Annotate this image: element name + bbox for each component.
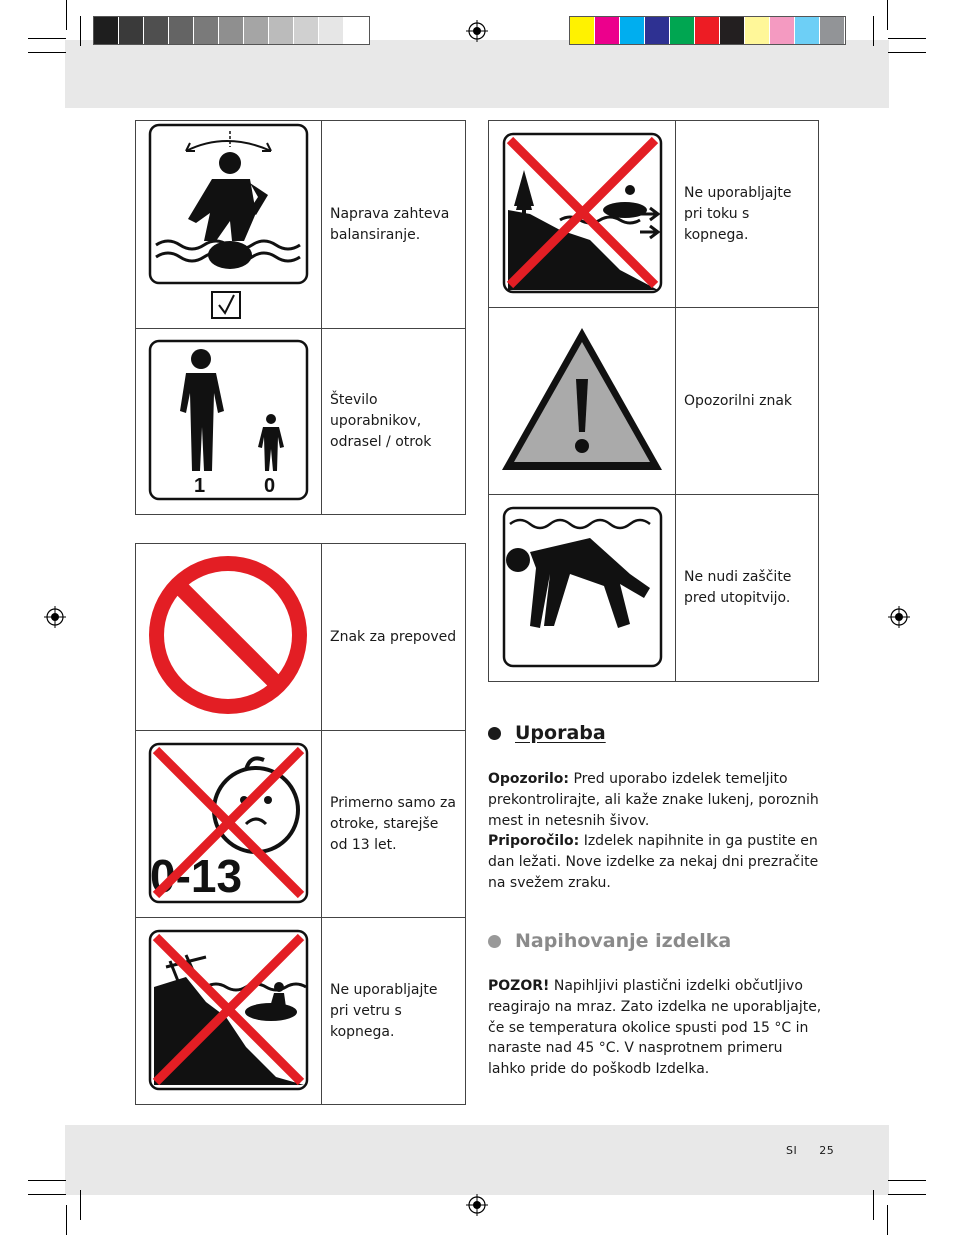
color-swatch: [720, 17, 745, 44]
symbol-description: Ne uporabljajte pri vetru s kopnega.: [322, 918, 466, 1105]
color-swatch: [570, 17, 595, 44]
bullet-dot-icon: [488, 727, 501, 740]
age-label: 0-13: [150, 849, 243, 902]
symbol-cell: [489, 308, 676, 495]
gray-swatch: [144, 17, 169, 44]
gray-swatch: [269, 17, 294, 44]
table-row: [136, 731, 466, 918]
symbol-cell: [489, 121, 676, 308]
symbol-description: Ne nudi zaščite pred utopitvijo.: [676, 495, 819, 682]
gray-swatch: [194, 17, 219, 44]
symbol-cell: [136, 329, 322, 515]
symbol-table-left-bottom: [135, 543, 466, 1105]
table-row: [489, 495, 819, 682]
registration-mark-icon: [466, 1194, 488, 1216]
gray-swatch: [169, 17, 194, 44]
warning-text: Pred uporabo izdelek temeljito prekontrolirajte, ali kaže znake lukenj, poroznih mest in netesnih šivov.: [488, 771, 819, 829]
registration-mark-icon: [466, 20, 488, 42]
header-band: [65, 40, 889, 108]
section-title: Uporaba: [515, 722, 606, 744]
adult-count: 1: [194, 474, 206, 497]
color-swatch: [820, 17, 845, 44]
color-swatch: [645, 17, 670, 44]
symbol-cell: [136, 731, 322, 918]
users-icon: [146, 337, 311, 503]
symbol-description: Naprava zahteva balansiranje.: [322, 121, 466, 329]
tip-label: Priporočilo:: [488, 833, 580, 850]
symbol-description: Opozorilni znak: [676, 308, 819, 495]
gray-swatch: [244, 17, 269, 44]
section-heading-use: [488, 722, 606, 744]
table-row: [489, 121, 819, 308]
warning-label: Opozorilo:: [488, 771, 570, 787]
page-number: 25: [819, 1144, 835, 1157]
gray-swatch: [119, 17, 144, 44]
section-title: Napihovanje izdelka: [515, 930, 732, 952]
color-swatch: [595, 17, 620, 44]
color-swatch: [770, 17, 795, 44]
table-row: [136, 121, 466, 329]
caution-label: POZOR!: [488, 978, 550, 994]
balance-icon: [146, 123, 311, 323]
child-count: 0: [264, 474, 276, 497]
gray-swatch: [94, 17, 119, 44]
registration-mark-icon: [888, 606, 910, 628]
no-offshore-wind-icon: [146, 927, 311, 1092]
page-footer: [786, 1144, 834, 1157]
footer-band: [65, 1125, 889, 1195]
symbol-description: Znak za prepoved: [322, 544, 466, 731]
table-row: [136, 329, 466, 515]
color-swatch: [620, 17, 645, 44]
inflate-caution-paragraph: [488, 976, 823, 1080]
table-row: [136, 918, 466, 1105]
symbol-cell: [136, 544, 322, 731]
gray-swatch: [219, 17, 244, 44]
tip-text: Izdelek napihnite in ga pustite en dan ležati. Nove izdelke za nekaj dni prezračite na svežem zraku.: [488, 833, 819, 891]
symbol-description: Primerno samo za otroke, starejše od 13 let.: [322, 731, 466, 918]
no-drowning-protection-icon: [500, 504, 665, 669]
color-swatch: [745, 17, 770, 44]
gray-swatch: [294, 17, 319, 44]
color-swatch: [670, 17, 695, 44]
warning-icon: [500, 324, 665, 474]
color-swatch: [795, 17, 820, 44]
grayscale-calibration-bar: [93, 16, 370, 45]
table-row: [136, 544, 466, 731]
color-swatch: [695, 17, 720, 44]
age-restriction-icon: [146, 740, 311, 905]
color-calibration-bar: [569, 16, 846, 45]
symbol-cell: [489, 495, 676, 682]
symbol-table-left-top: [135, 120, 466, 515]
prohibition-icon: [146, 553, 311, 718]
caution-text: Napihljivi plastični izdelki občutljivo reagirajo na mraz. Zato izdelka ne uporabljajte, če se temperatura okolice spusti pod 15 °C in naraste nad 45 °C. V nasprotnem primeru lahko pride do poškodb Izdelka.: [488, 978, 822, 1078]
gray-swatch: [344, 17, 369, 44]
table-row: [489, 308, 819, 495]
language-code: SI: [786, 1144, 798, 1157]
symbol-cell: [136, 918, 322, 1105]
registration-mark-icon: [44, 606, 66, 628]
symbol-description: Število uporabnikov, odrasel / otrok: [322, 329, 466, 515]
symbol-cell: [136, 121, 322, 329]
section-heading-inflate: [488, 930, 731, 952]
symbol-table-right: [488, 120, 819, 682]
bullet-dot-icon: [488, 935, 501, 948]
gray-swatch: [319, 17, 344, 44]
symbol-description: Ne uporabljajte pri toku s kopnega.: [676, 121, 819, 308]
use-warning-paragraph: [488, 769, 823, 894]
no-offshore-current-icon: [500, 130, 665, 295]
